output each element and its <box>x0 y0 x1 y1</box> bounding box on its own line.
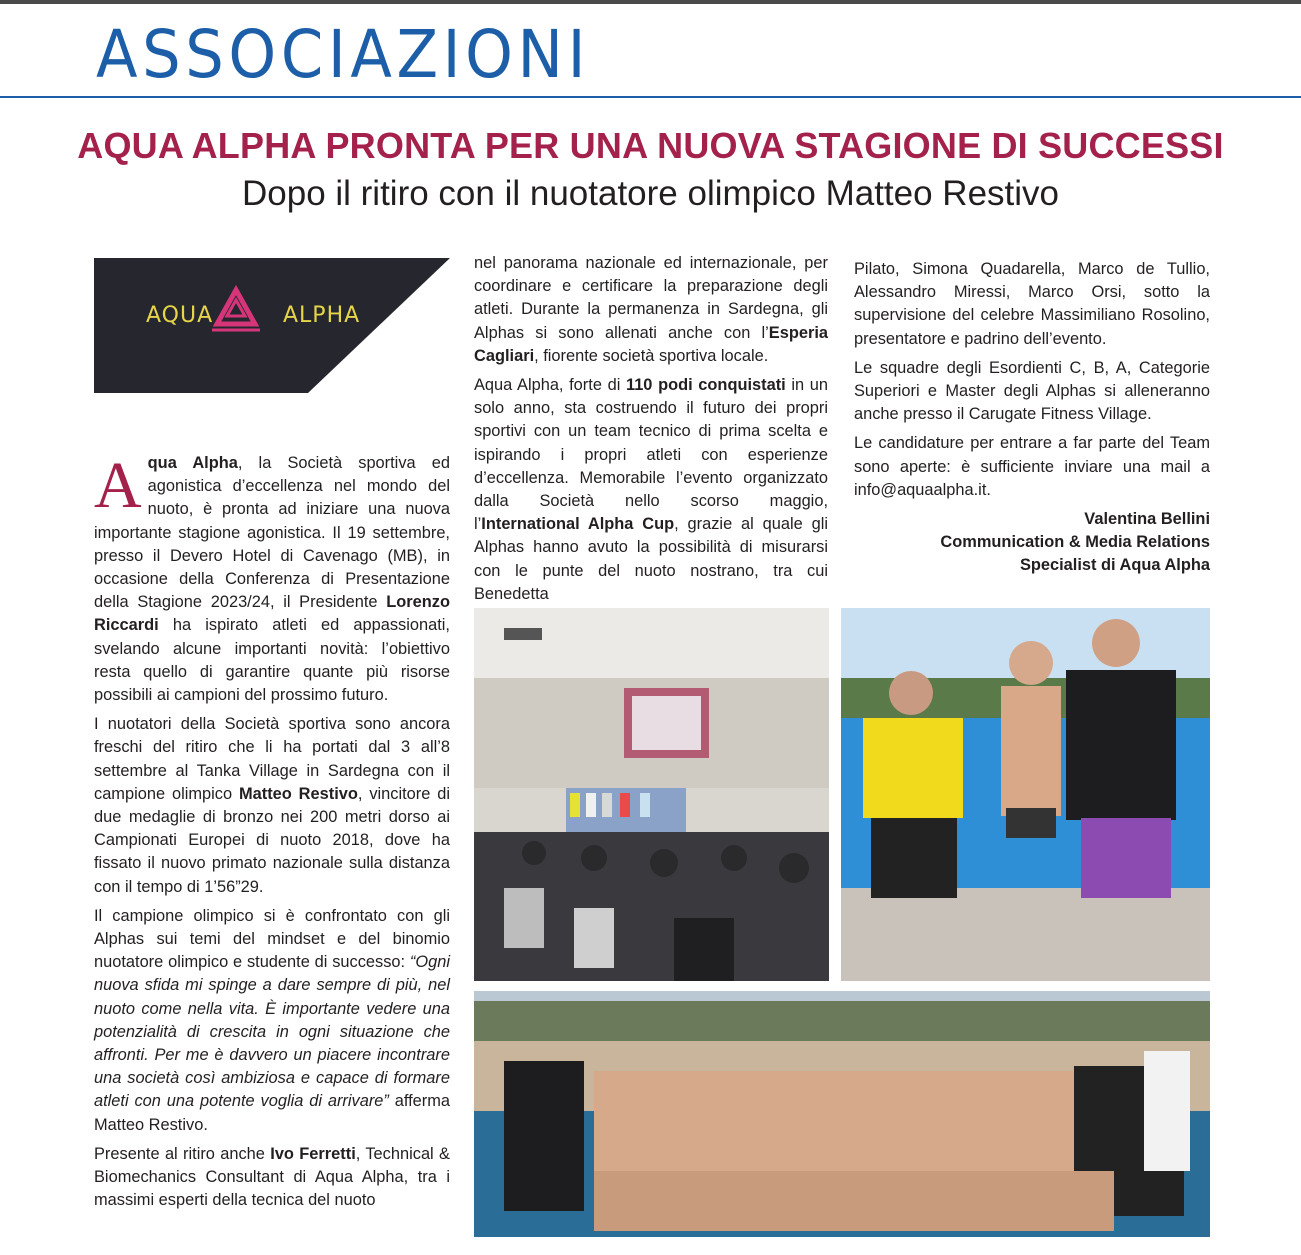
paragraph: Le squadre degli Esordienti C, B, A, Categorie Superiori e Master degli Alphas si alleneranno anche presso il Carugate Fitness Village. <box>854 358 1210 424</box>
drop-cap: A <box>94 449 142 522</box>
article-column-1 <box>94 449 451 1219</box>
body-text: , la Società sportiva ed agonistica d’eccellenza nel mondo del nuoto, è pronta ad iniziare una nuova importante stagione agonistica. Il 19 settembre, presso il Devero Hotel di Cavenago (MB), in occasione della Conferenza di Presentazione della Stagione 2023/24, il Presidente <box>94 454 450 612</box>
logo-text-aqua: AQUA <box>146 303 214 328</box>
body-text: in un solo anno, sta costruendo il futuro dei propri sportivi con un team tecnico di prima scelta e ispirando i propri atleti con esperienze d’eccellenza. Memorabile l’evento organizzato dalla Società nello scorso maggio, l’ <box>474 376 829 534</box>
paragraph <box>94 1143 450 1213</box>
bold-text: Esperia Cagliari <box>474 323 828 365</box>
paragraph <box>94 449 450 707</box>
author-role: Communication & Media Relations <box>940 533 1210 552</box>
article-headline: AQUA ALPHA PRONTA PER UNA NUOVA STAGIONE DI SUCCESSI <box>77 125 1224 166</box>
paragraph: Pilato, Simona Quadarella, Marco de Tullio, Alessandro Miressi, Marco Orsi, sotto la supervisione del celebre Massimiliano Rosolino, presentatore e padrino dell’evento. <box>854 260 1210 348</box>
bold-text: Ivo Ferretti <box>270 1144 356 1163</box>
body-text: ha ispirato atleti ed appassionati, svelando alcune importanti novità: l’obiettivo resta quello di garantire quante più risorse possibili ai campioni del prossimo futuro. <box>94 616 450 705</box>
body-text: afferma Matteo Restivo. <box>94 1092 450 1134</box>
bold-text: Matteo Restivo <box>238 784 358 803</box>
bold-text: qua Alpha <box>147 454 238 472</box>
aqua-alpha-logo <box>94 258 450 393</box>
body-text: , grazie al quale gli Alphas hanno avuto la possibilità di misurarsi con le punte del nuoto nostrano, tra cui Benedetta <box>474 515 828 603</box>
article-column-2 <box>474 252 828 612</box>
author-name: Valentina Bellini <box>1084 510 1210 529</box>
conference-photo <box>474 608 829 981</box>
paragraph <box>474 374 828 606</box>
body-text: , vincitore di due medaglie di bronzo nei 200 metri dorso ai Campionati Europei di nuoto 2018, dove ha fissato il nuovo primato nazionale sulla distanza con il tempo di 1’56”29. <box>94 784 451 896</box>
article-subheadline: Dopo il ritiro con il nuotatore olimpico Matteo Restivo <box>241 174 1060 213</box>
team-group-photo <box>474 991 1210 1237</box>
paragraph <box>94 713 450 899</box>
top-bar <box>0 0 1301 4</box>
author-role-line2: Specialist di Aqua Alpha <box>1019 556 1210 575</box>
bold-text: 110 podi conquistati <box>625 376 786 395</box>
pool-portrait-photo <box>841 608 1210 981</box>
quote-text: “Ogni nuova sfida mi spinge a dare sempre di più, nel nuoto come nella vita. È importante vedere una potenzialità di crescita in ogni situazione che affronti. Per me è davvero un piacere incontrare una società così ambiziosa e capace di formare atleti con una potente voglia di arrivare” <box>94 953 450 1111</box>
paragraph <box>94 905 450 1137</box>
body-text: Presente al ritiro anche <box>94 1144 271 1163</box>
paragraph <box>474 252 828 368</box>
logo-text-alpha: ALPHA <box>283 303 361 328</box>
body-text: nel panorama nazionale ed internazionale, per coordinare e certificare la preparazione degli atleti. Durante la permanenza in Sardegna, gli Alphas si sono allenati anche con l’ <box>474 254 828 342</box>
bold-text: International Alpha Cup <box>481 515 675 534</box>
body-text: Il campione olimpico si è confrontato con gli Alphas sui temi del mindset e del binomio nuotatore olimpico e studente di successo: <box>94 906 450 972</box>
article-column-3 <box>854 258 1210 577</box>
section-rule <box>0 96 1301 98</box>
body-text: I nuotatori della Società sportiva sono ancora freschi del ritiro che li ha portati dal 3 all’8 settembre al Tanka Village in Sardegna con il campione olimpico <box>94 715 450 803</box>
section-title: ASSOCIAZIONI <box>96 16 591 93</box>
body-text: , fiorente società sportiva locale. <box>534 346 769 365</box>
bold-text: Lorenzo Riccardi <box>94 593 450 635</box>
body-text: , Technical & Biomechanics Consultant di Aqua Alpha, tra i massimi esperti della tecnica del nuoto <box>94 1144 450 1210</box>
paragraph: Le candidature per entrare a far parte del Team sono aperte: è sufficiente inviare una mail a info@aquaalpha.it. <box>854 434 1210 499</box>
body-text: Aqua Alpha, forte di <box>474 376 626 395</box>
